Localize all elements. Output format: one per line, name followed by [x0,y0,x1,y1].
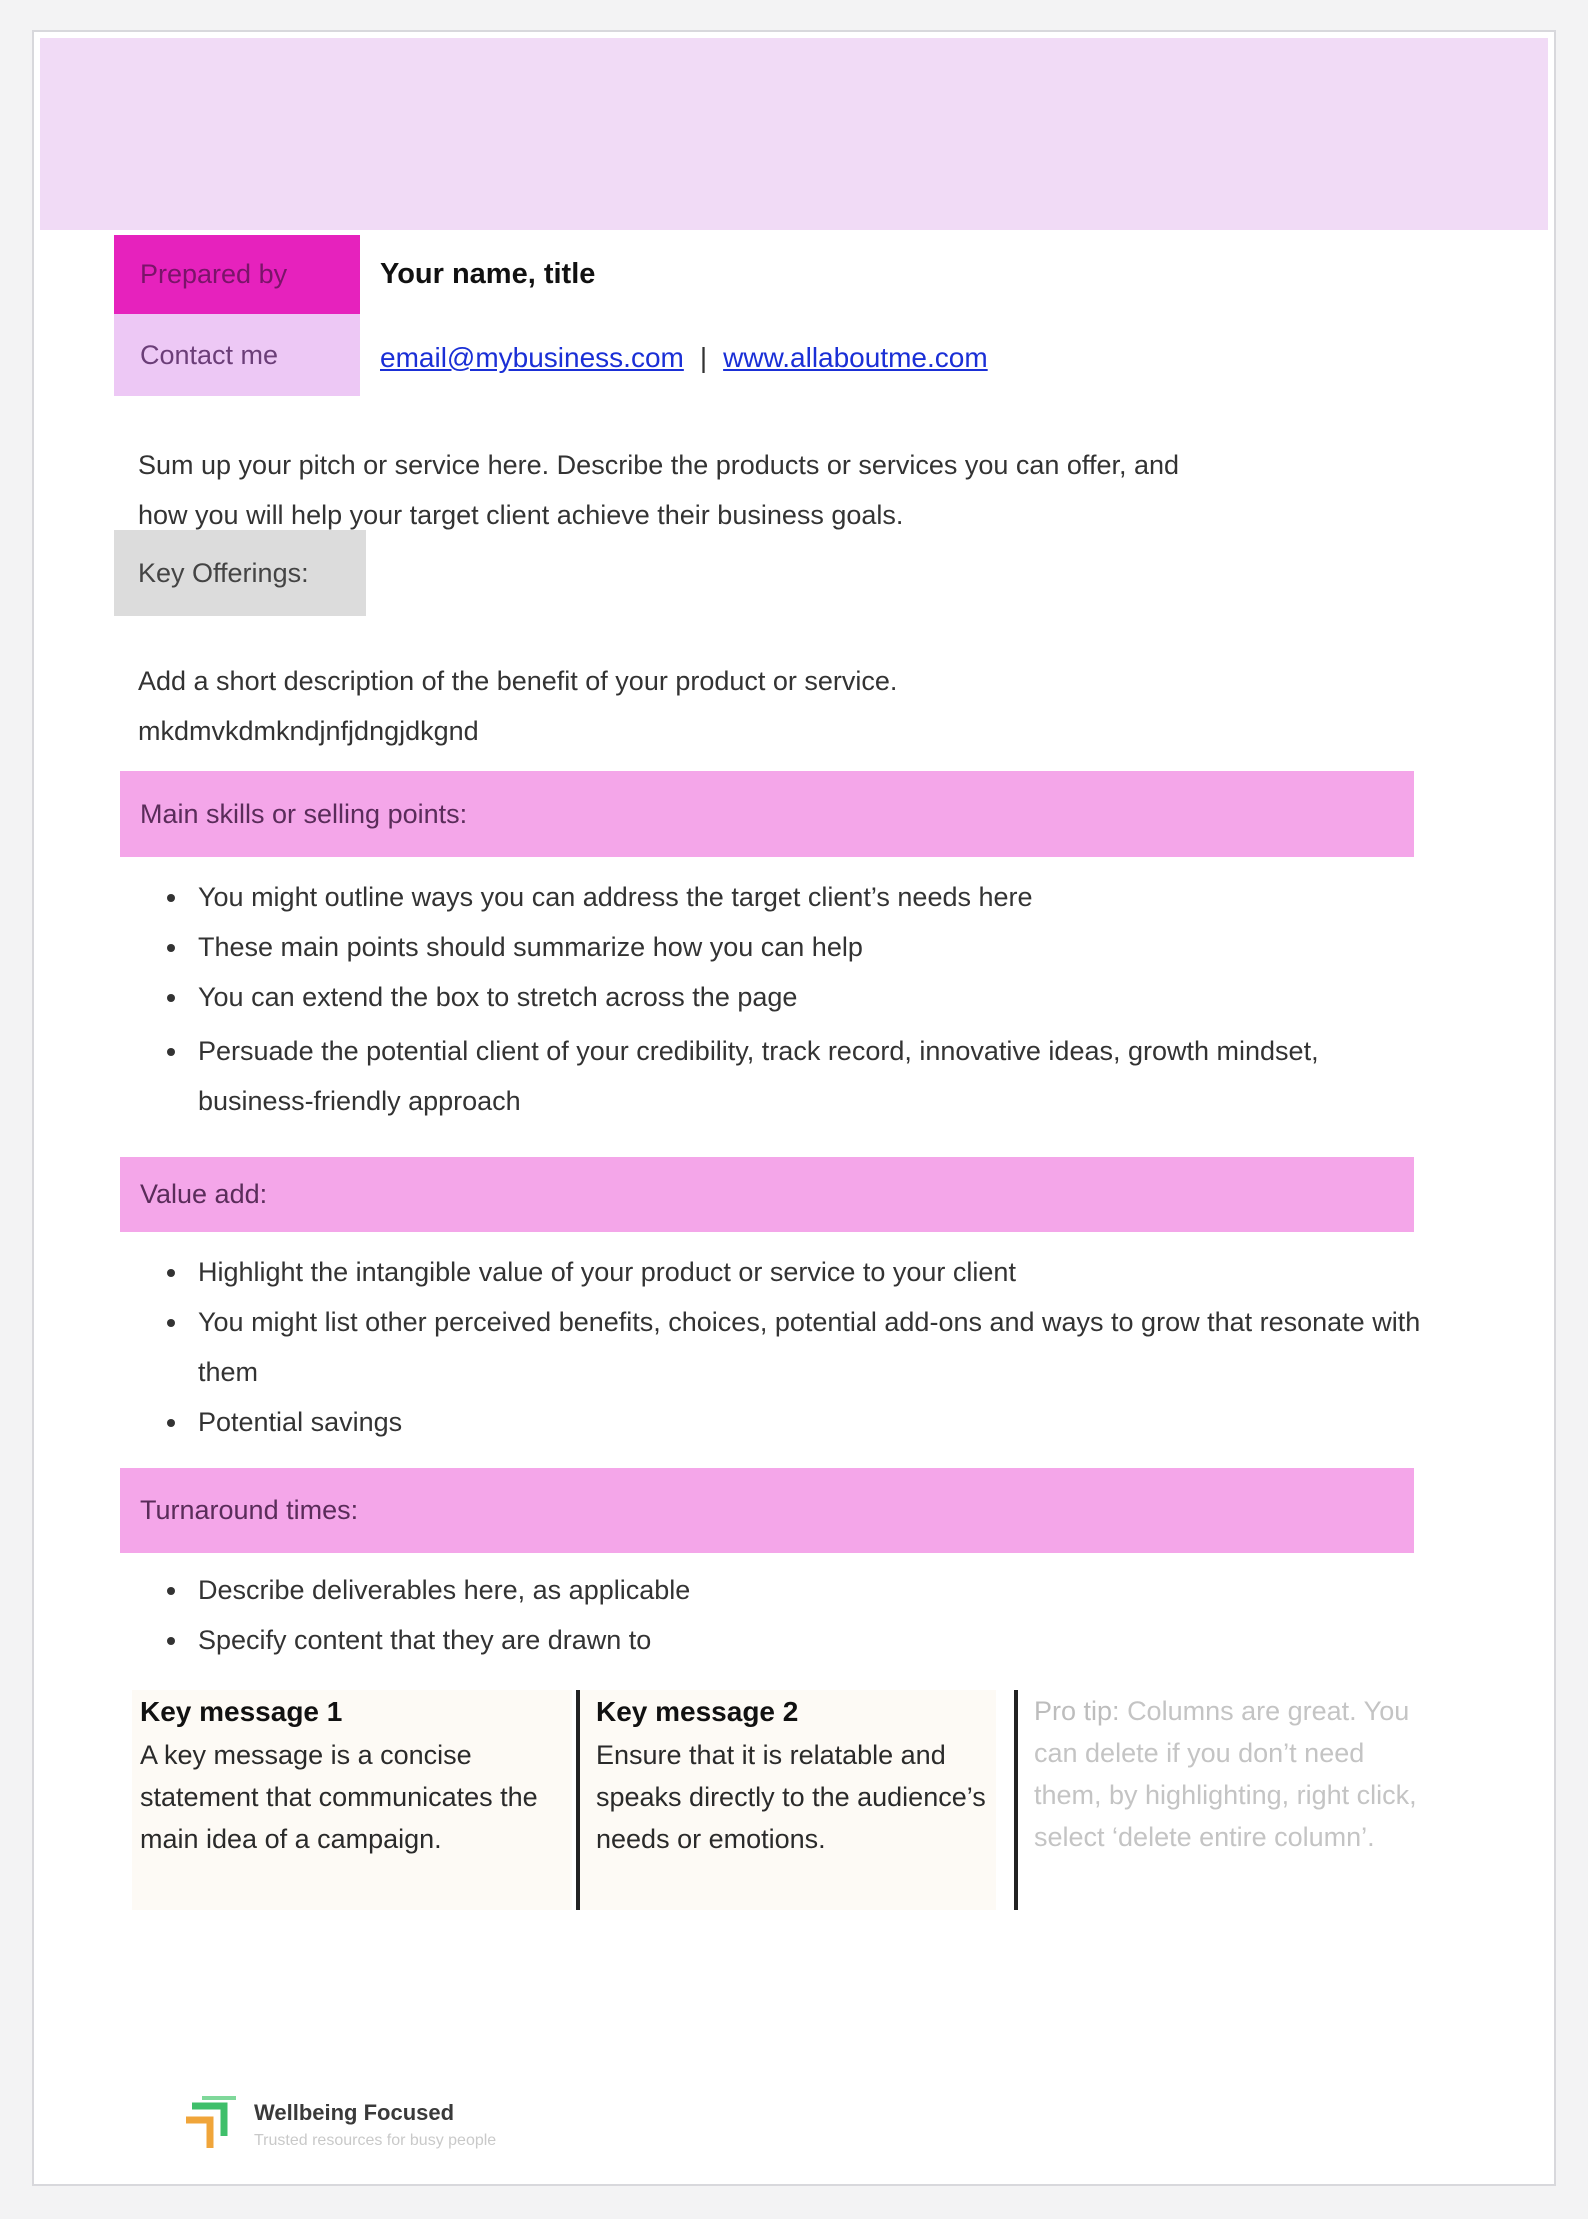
header-band [40,38,1548,230]
wellbeing-logo-icon [184,2096,246,2154]
pro-tip-text: Columns are great. You can delete if you don’t need them, by highlighting, right click, select ‘delete entire column’. [1034,1696,1417,1852]
key-message-2-text: Ensure that it is relatable and speaks directly to the audience’s needs or emotions. [596,1740,986,1854]
email-link[interactable]: email@mybusiness.com [380,342,684,373]
list-item: • Highlight the intangible value of your product or service to your client [190,1247,1430,1297]
summary-line-1: Sum up your pitch or service here. Describe the products or services you can offer, and [138,450,1180,480]
brand-name: Wellbeing Focused [254,2100,455,2125]
turnaround-list [138,1565,1430,1665]
website-link[interactable]: www.allaboutme.com [723,342,988,373]
key-message-2-column [576,1690,996,1910]
list-item: • Describe deliverables here, as applicable [190,1565,1430,1615]
turnaround-heading: Turnaround times: [120,1468,1414,1553]
contact-me-label: Contact me [114,314,360,396]
key-message-2-title: Key message 2 [596,1696,799,1727]
summary-line-2: how you will help your target client achieve their business goals. [138,500,904,530]
value-add-heading: Value add: [120,1157,1414,1232]
list-item: • You might outline ways you can address the target client’s needs here [190,872,1430,922]
pro-tip-title: Pro tip: [1034,1696,1120,1726]
key-offerings-line-1: Add a short description of the benefit of your product or service. [138,666,898,696]
list-item: • These main points should summarize how you can help [190,922,1430,972]
list-item: • Specify content that they are drawn to [190,1615,1430,1665]
prepared-by-label: Prepared by [114,235,360,314]
key-offerings-label: Key Offerings: [114,530,366,616]
list-item: • Persuade the potential client of your credibility, track record, innovative ideas, growth mindset, business-friendly approach [190,1026,1430,1126]
list-item: • You might list other perceived benefits, choices, potential add-ons and ways to grow that resonate with them [190,1297,1430,1397]
main-skills-list [138,872,1430,1126]
key-message-1-title: Key message 1 [140,1696,343,1727]
key-message-1-column [132,1690,572,1910]
main-skills-heading: Main skills or selling points: [120,771,1414,857]
list-item: • Potential savings [190,1397,1430,1447]
key-offerings-description [138,656,1438,756]
key-offerings-line-2: mkdmvkdmkndjnfjdngjdkgnd [138,716,479,746]
list-item: • You can extend the box to stretch across the page [190,972,1430,1022]
contact-links [380,342,988,374]
value-add-list [138,1247,1430,1447]
name-title: Your name, title [380,258,596,290]
contact-separator: | [699,342,708,373]
key-message-1-text: A key message is a concise statement that communicates the main idea of a campaign. [140,1740,538,1854]
brand-tagline: Trusted resources for busy people [254,2132,497,2149]
pro-tip-column [1014,1690,1424,1910]
summary-paragraph [138,440,1438,540]
